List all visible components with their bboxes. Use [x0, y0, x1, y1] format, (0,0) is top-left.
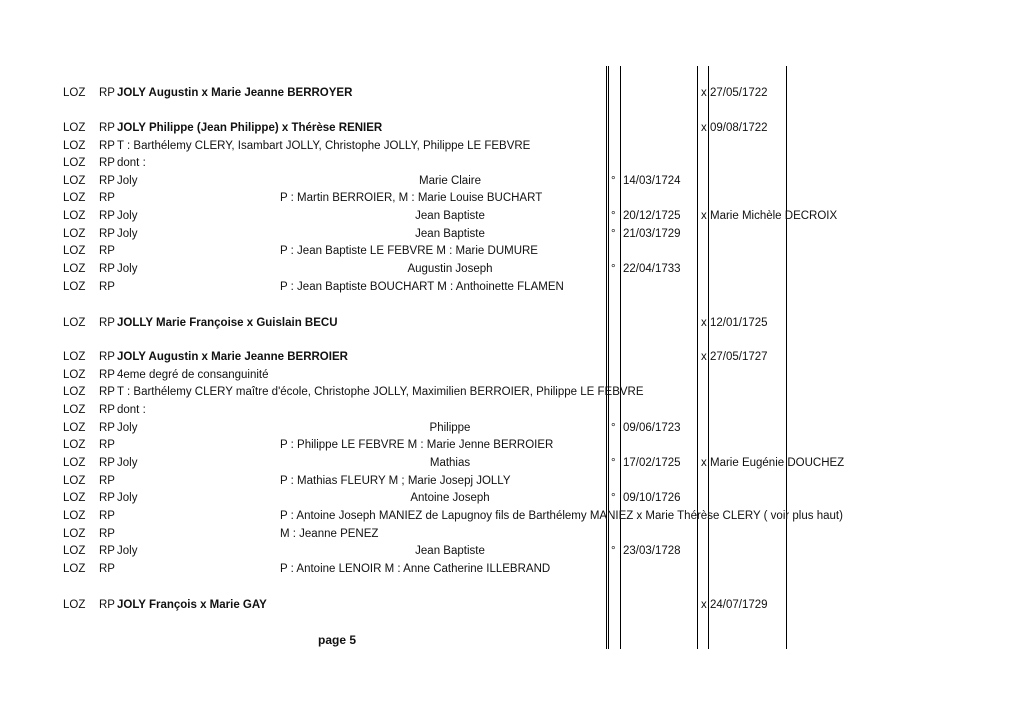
first-name-cell: Jean Baptiste	[415, 228, 485, 240]
baptism-date: 20/12/1725	[623, 210, 681, 222]
loz-cell: LOZ	[63, 263, 86, 275]
entry-name: T : Barthélemy CLERY, Isambart JOLLY, Christophe JOLLY, Philippe LE FEBVRE	[117, 140, 531, 152]
rp-cell: RP	[99, 492, 115, 504]
loz-cell: LOZ	[63, 210, 86, 222]
rp-cell: RP	[99, 192, 115, 204]
baptism-mark: °	[611, 492, 616, 504]
rp-cell: RP	[99, 210, 115, 222]
rp-cell: RP	[99, 475, 115, 487]
page-number: page 5	[318, 633, 357, 647]
loz-cell: LOZ	[63, 157, 86, 169]
marriage-info: 09/08/1722	[710, 122, 768, 134]
rp-cell: RP	[99, 245, 115, 257]
table-row	[0, 455, 1024, 472]
table-row	[0, 85, 1024, 102]
loz-cell: LOZ	[63, 317, 86, 329]
loz-cell: LOZ	[63, 386, 86, 398]
rp-cell: RP	[99, 281, 115, 293]
rp-cell: RP	[99, 317, 115, 329]
table-row	[0, 190, 1024, 207]
marriage-info: 12/01/1725	[710, 317, 768, 329]
table-row	[0, 402, 1024, 419]
marriage-mark: x	[701, 122, 707, 134]
marriage-mark: x	[701, 599, 707, 611]
godparents-cell: P : Philippe LE FEBVRE M : Marie Jenne BERROIER	[280, 439, 554, 451]
table-row	[0, 349, 1024, 366]
marriage-mark: x	[701, 457, 707, 469]
table-row	[0, 384, 1024, 401]
baptism-mark: °	[611, 422, 616, 434]
loz-cell: LOZ	[63, 175, 86, 187]
godparents-cell: M : Jeanne PENEZ	[280, 528, 379, 540]
loz-cell: LOZ	[63, 563, 86, 575]
rp-cell: RP	[99, 599, 115, 611]
entry-name: Joly	[117, 175, 138, 187]
table-row	[0, 526, 1024, 543]
rp-cell: RP	[99, 422, 115, 434]
loz-cell: LOZ	[63, 87, 86, 99]
rp-cell: RP	[99, 369, 115, 381]
baptism-date: 23/03/1728	[623, 545, 681, 557]
rp-cell: RP	[99, 386, 115, 398]
baptism-date: 22/04/1733	[623, 263, 681, 275]
rp-cell: RP	[99, 157, 115, 169]
marriage-info: Marie Michèle DECROIX	[710, 210, 838, 222]
rp-cell: RP	[99, 510, 115, 522]
loz-cell: LOZ	[63, 422, 86, 434]
table-row	[0, 367, 1024, 384]
baptism-mark: °	[611, 228, 616, 240]
rp-cell: RP	[99, 545, 115, 557]
entry-name: Joly	[117, 457, 138, 469]
table-row	[0, 261, 1024, 278]
first-name-cell: Augustin Joseph	[407, 263, 493, 275]
table-row	[0, 561, 1024, 578]
marriage-info: 27/05/1722	[710, 87, 768, 99]
entry-name: Joly	[117, 492, 138, 504]
baptism-mark: °	[611, 263, 616, 275]
entry-name: Joly	[117, 545, 138, 557]
baptism-date: 09/06/1723	[623, 422, 681, 434]
loz-cell: LOZ	[63, 545, 86, 557]
entry-name: JOLY Augustin x Marie Jeanne BERROIER	[117, 351, 348, 363]
table-row	[0, 120, 1024, 137]
godparents-cell: P : Martin BERROIER, M : Marie Louise BUCHART	[280, 192, 543, 204]
table-row	[0, 208, 1024, 225]
loz-cell: LOZ	[63, 351, 86, 363]
loz-cell: LOZ	[63, 140, 86, 152]
table-row	[0, 226, 1024, 243]
rp-cell: RP	[99, 87, 115, 99]
entry-name: JOLY François x Marie GAY	[117, 599, 267, 611]
entry-name: Joly	[117, 228, 138, 240]
rp-cell: RP	[99, 122, 115, 134]
loz-cell: LOZ	[63, 369, 86, 381]
rp-cell: RP	[99, 439, 115, 451]
baptism-date: 21/03/1729	[623, 228, 681, 240]
table-row	[0, 543, 1024, 560]
rp-cell: RP	[99, 563, 115, 575]
table-row	[0, 155, 1024, 172]
table-row	[0, 490, 1024, 507]
baptism-mark: °	[611, 545, 616, 557]
loz-cell: LOZ	[63, 281, 86, 293]
entry-name: JOLY Augustin x Marie Jeanne BERROYER	[117, 87, 353, 99]
baptism-date: 17/02/1725	[623, 457, 681, 469]
entry-name: Joly	[117, 210, 138, 222]
rp-cell: RP	[99, 404, 115, 416]
entry-name: Joly	[117, 263, 138, 275]
loz-cell: LOZ	[63, 122, 86, 134]
entry-name: JOLLY Marie Françoise x Guislain BECU	[117, 317, 338, 329]
baptism-date: 09/10/1726	[623, 492, 681, 504]
rp-cell: RP	[99, 457, 115, 469]
marriage-mark: x	[701, 87, 707, 99]
baptism-mark: °	[611, 175, 616, 187]
table-row	[0, 315, 1024, 332]
rp-cell: RP	[99, 351, 115, 363]
entry-name: 4eme degré de consanguinité	[117, 369, 269, 381]
loz-cell: LOZ	[63, 510, 86, 522]
entry-name: dont :	[117, 157, 146, 169]
table-row	[0, 138, 1024, 155]
entry-name: Joly	[117, 422, 138, 434]
table-row	[0, 597, 1024, 614]
godparents-cell: P : Jean Baptiste BOUCHART M : Anthoinette FLAMEN	[280, 281, 564, 293]
loz-cell: LOZ	[63, 228, 86, 240]
table-row	[0, 279, 1024, 296]
godparents-cell: P : Mathias FLEURY M ; Marie Josepj JOLLY	[280, 475, 511, 487]
entry-name: JOLY Philippe (Jean Philippe) x Thérèse RENIER	[117, 122, 383, 134]
loz-cell: LOZ	[63, 439, 86, 451]
first-name-cell: Antoine Joseph	[410, 492, 490, 504]
loz-cell: LOZ	[63, 528, 86, 540]
marriage-info: Marie Eugénie DOUCHEZ	[710, 457, 845, 469]
table-row	[0, 508, 1024, 525]
loz-cell: LOZ	[63, 475, 86, 487]
first-name-cell: Jean Baptiste	[415, 210, 485, 222]
loz-cell: LOZ	[63, 192, 86, 204]
marriage-info: 27/05/1727	[710, 351, 768, 363]
rp-cell: RP	[99, 528, 115, 540]
rp-cell: RP	[99, 228, 115, 240]
first-name-cell: Marie Claire	[419, 175, 481, 187]
rp-cell: RP	[99, 263, 115, 275]
rp-cell: RP	[99, 140, 115, 152]
entry-name: dont :	[117, 404, 146, 416]
first-name-cell: Mathias	[429, 457, 471, 469]
table-row	[0, 243, 1024, 260]
godparents-cell: P : Antoine Joseph MANIEZ de Lapugnoy fils de Barthélemy MANIEZ x Marie Thérèse CLERY ( voir plus haut)	[280, 510, 843, 522]
godparents-cell: P : Jean Baptiste LE FEBVRE M : Marie DUMURE	[280, 245, 538, 257]
baptism-date: 14/03/1724	[623, 175, 681, 187]
table-row	[0, 473, 1024, 490]
marriage-mark: x	[701, 351, 707, 363]
table-row	[0, 420, 1024, 437]
loz-cell: LOZ	[63, 457, 86, 469]
loz-cell: LOZ	[63, 404, 86, 416]
loz-cell: LOZ	[63, 492, 86, 504]
entry-name: T : Barthélemy CLERY maître d'école, Christophe JOLLY, Maximilien BERROIER, Philippe LE FEBVRE	[117, 386, 644, 398]
table-row	[0, 173, 1024, 190]
baptism-mark: °	[611, 210, 616, 222]
table-row	[0, 437, 1024, 454]
first-name-cell: Philippe	[429, 422, 471, 434]
baptism-mark: °	[611, 457, 616, 469]
marriage-mark: x	[701, 210, 707, 222]
marriage-info: 24/07/1729	[710, 599, 768, 611]
godparents-cell: P : Antoine LENOIR M : Anne Catherine ILLEBRAND	[280, 563, 551, 575]
loz-cell: LOZ	[63, 245, 86, 257]
rp-cell: RP	[99, 175, 115, 187]
loz-cell: LOZ	[63, 599, 86, 611]
first-name-cell: Jean Baptiste	[415, 545, 485, 557]
marriage-mark: x	[701, 317, 707, 329]
